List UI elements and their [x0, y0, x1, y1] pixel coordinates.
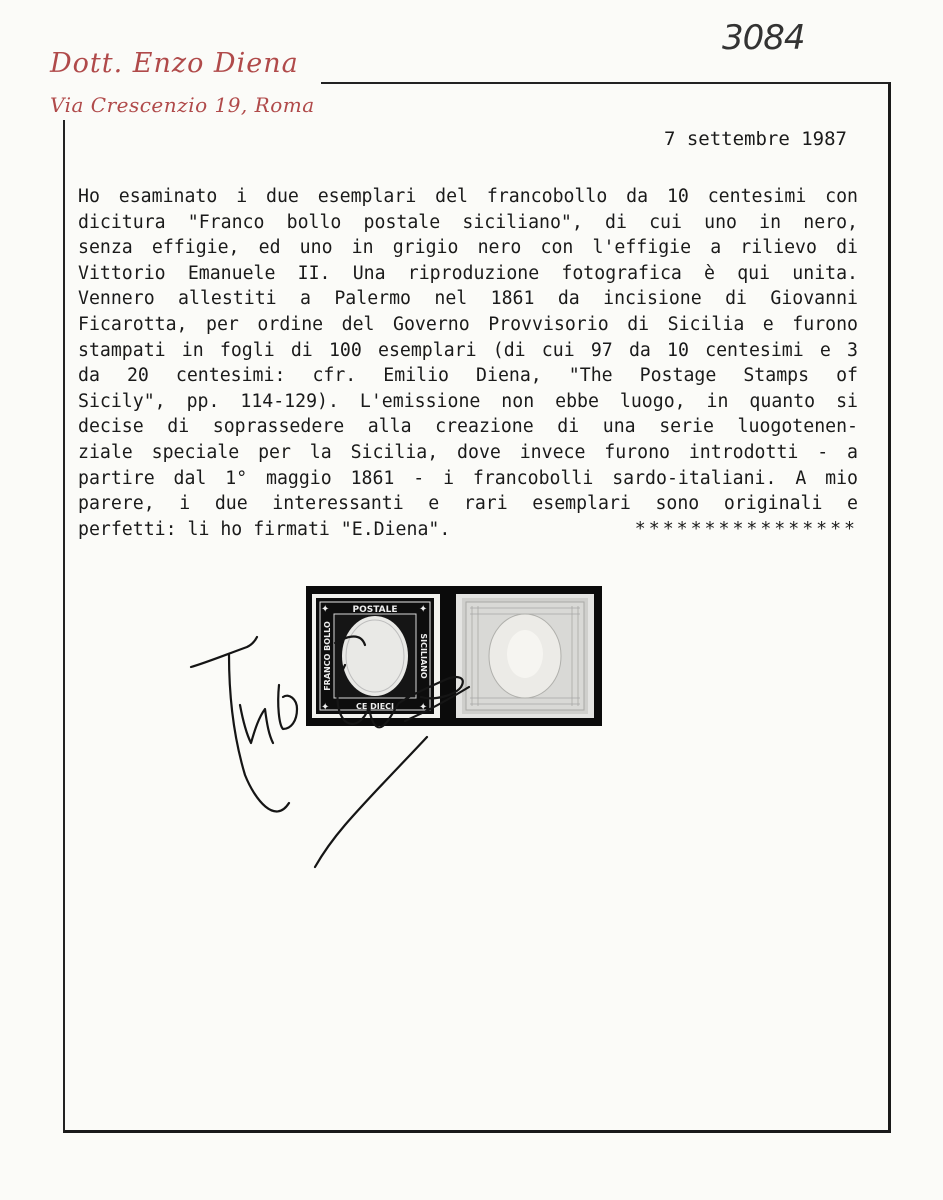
svg-text:✦: ✦: [419, 702, 428, 713]
letterhead: [50, 46, 321, 120]
body-line: partire dal 1° maggio 1861 - i francobolli sardo-italiani. A mio: [78, 467, 858, 489]
body-line: ziale speciale per la Sicilia, dove invece furono introdotti - a: [78, 441, 858, 463]
body-line: parere, i due interessanti e rari esemplari sono originali e: [78, 493, 858, 515]
body-line: Sicily", pp. 114-129). L'emissione non ebbe luogo, in quanto si: [78, 390, 858, 412]
svg-text:✦: ✦: [321, 604, 330, 615]
body-line-final-text: perfetti: li ho firmati "E.Diena".: [78, 518, 451, 540]
handwritten-signature: [185, 625, 485, 875]
asterisk-filler: ****************: [634, 518, 858, 540]
body-line: Vennero allestiti a Palermo nel 1861 da incisione di Giovanni: [78, 288, 858, 310]
svg-text:✦: ✦: [419, 604, 428, 615]
body-line: stampati in fogli di 100 esemplari (di cui 97 da 10 centesimi e 3: [78, 339, 858, 361]
stamp-bottom-text: CE DIECI: [355, 702, 395, 711]
body-line: decise di soprassedere alla creazione di una serie luogotenen-: [78, 416, 858, 438]
certificate-body: [78, 184, 858, 542]
body-line: Ho esaminato i due esemplari del francobollo da 10 centesimi con: [78, 186, 858, 207]
body-last-line: [78, 517, 858, 543]
body-line: dicitura "Franco bollo postale siciliano", di cui uno in nero,: [78, 211, 858, 233]
stamp-top-text: POSTALE: [352, 605, 398, 615]
reference-number: 3084: [722, 18, 805, 58]
letterhead-name: Dott. Enzo Diena: [50, 48, 299, 79]
stamp-left-text: FRANCO BOLLO: [323, 621, 332, 691]
body-line: Vittorio Emanuele II. Una riproduzione fotografica è qui unita.: [78, 262, 858, 284]
body-line: senza effigie, ed uno in grigio nero con l'effigie a rilievo di: [78, 237, 858, 259]
body-line: Ficarotta, per ordine del Governo Provvisorio di Sicilia e furono: [78, 313, 858, 335]
stamp-right-text: SICILIANO: [419, 633, 428, 679]
svg-text:✦: ✦: [321, 702, 330, 713]
body-line: da 20 centesimi: cfr. Emilio Diena, "The Postage Stamps of: [78, 365, 858, 387]
letterhead-address: Via Crescenzio 19, Roma: [50, 93, 315, 117]
certificate-date: 7 settembre 1987: [663, 128, 847, 150]
